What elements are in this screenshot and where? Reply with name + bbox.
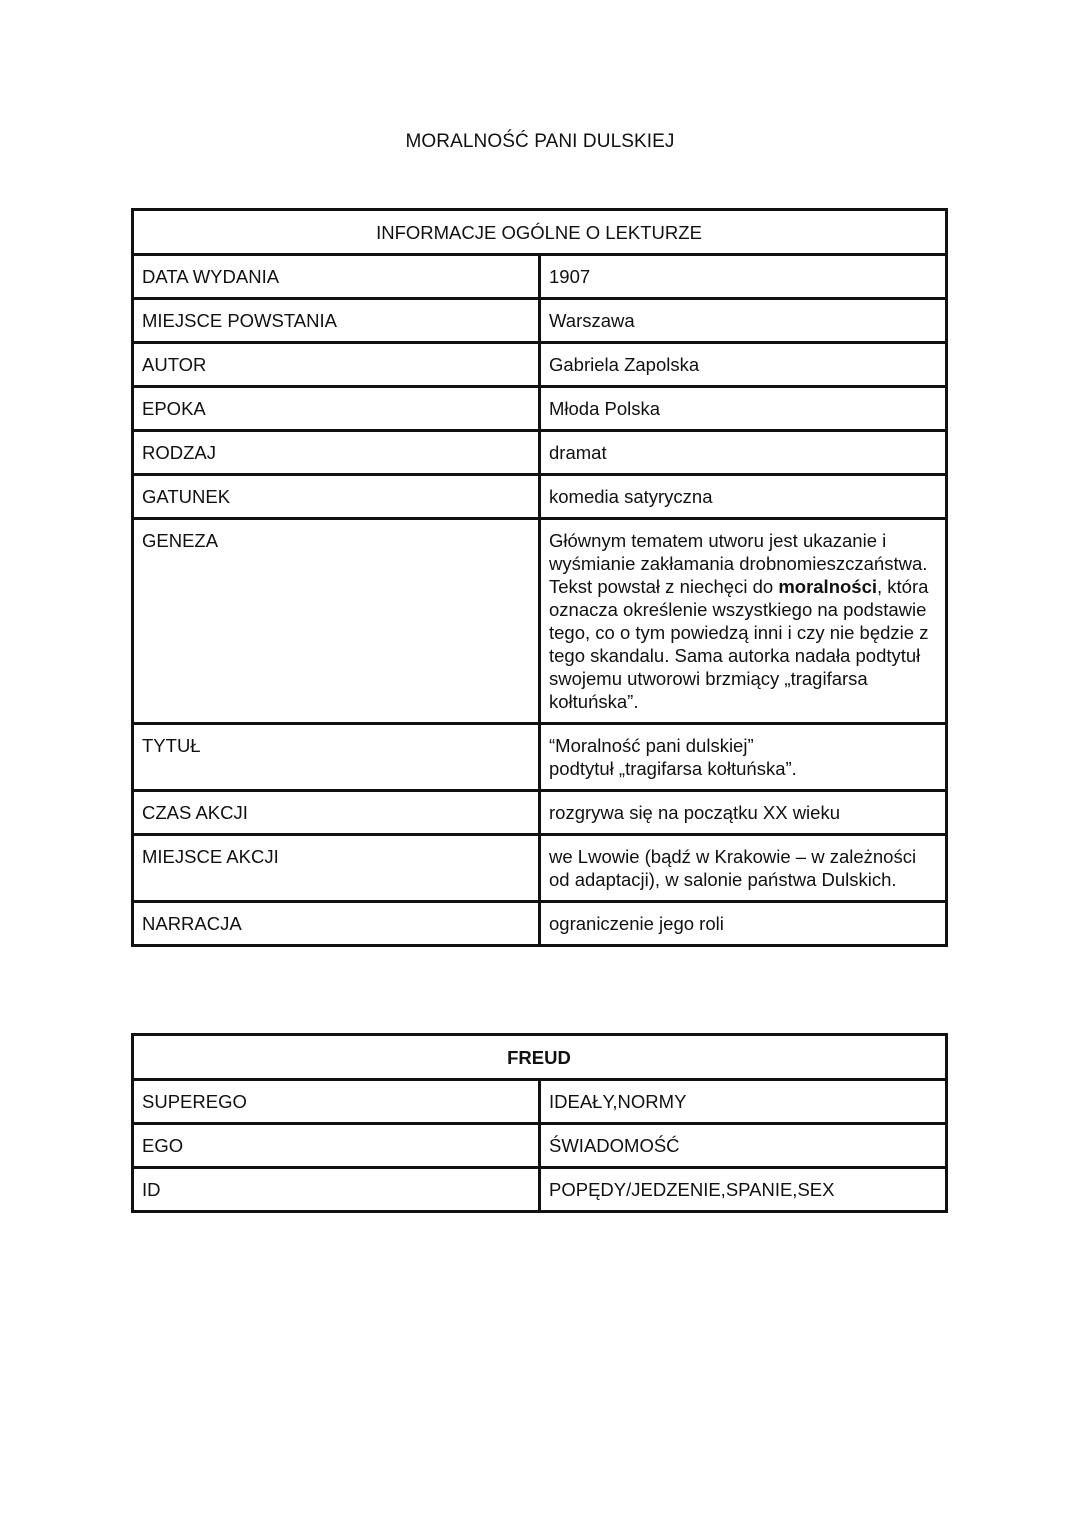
row-value-data-wydania: 1907 (540, 255, 947, 299)
row-label-ego: EGO (133, 1124, 540, 1168)
row-label-miejsce-akcji: MIEJSCE AKCJI (133, 835, 540, 902)
freud-table (131, 1033, 948, 1213)
row-label-geneza: GENEZA (133, 519, 540, 724)
row-label-rodzaj: RODZAJ (133, 431, 540, 475)
row-value-miejsce-powstania: Warszawa (540, 299, 947, 343)
table-row (133, 519, 947, 724)
row-value-geneza (540, 519, 947, 724)
row-value-gatunek: komedia satyryczna (540, 475, 947, 519)
table-row (133, 431, 947, 475)
info-table (131, 208, 948, 947)
table-row (133, 1168, 947, 1212)
document-title: MORALNOŚĆ PANI DULSKIEJ (405, 131, 675, 152)
geneza-bold-term: moralności (778, 576, 878, 597)
row-value-autor: Gabriela Zapolska (540, 343, 947, 387)
row-value-narracja: ograniczenie jego roli (540, 902, 947, 946)
table-row (133, 724, 947, 791)
tytul-line-1: “Moralność pani dulskiej” (549, 735, 754, 756)
row-value-epoka: Młoda Polska (540, 387, 947, 431)
row-label-id: ID (133, 1168, 540, 1212)
info-table-header: INFORMACJE OGÓLNE O LEKTURZE (133, 210, 947, 255)
geneza-text-end: , która oznacza określenie wszystkiego na podstawie tego, co o tym powiedzą inni i czy nie będzie z tego skandalu. Sama autorka nadała podtytuł swojemu utworowi brzmiący „tragifarsa kołtuńska”. (549, 576, 929, 712)
row-value-miejsce-akcji: we Lwowie (bądź w Krakowie – w zależności od adaptacji), w salonie państwa Dulskich. (540, 835, 947, 902)
table-row (133, 791, 947, 835)
row-value-tytul (540, 724, 947, 791)
tytul-line-2: podtytuł „tragifarsa kołtuńska”. (549, 758, 797, 779)
row-label-epoka: EPOKA (133, 387, 540, 431)
row-label-data-wydania: DATA WYDANIA (133, 255, 540, 299)
row-value-ego: ŚWIADOMOŚĆ (540, 1124, 947, 1168)
table-row (133, 387, 947, 431)
row-label-miejsce-powstania: MIEJSCE POWSTANIA (133, 299, 540, 343)
table-row (133, 343, 947, 387)
table-row (133, 835, 947, 902)
row-label-tytul: TYTUŁ (133, 724, 540, 791)
table-row (133, 1124, 947, 1168)
row-value-czas-akcji: rozgrywa się na początku XX wieku (540, 791, 947, 835)
row-label-gatunek: GATUNEK (133, 475, 540, 519)
table-row (133, 475, 947, 519)
row-label-autor: AUTOR (133, 343, 540, 387)
row-value-id: POPĘDY/JEDZENIE,SPANIE,SEX (540, 1168, 947, 1212)
info-table-header-row (133, 210, 947, 255)
row-label-czas-akcji: CZAS AKCJI (133, 791, 540, 835)
table-row (133, 1080, 947, 1124)
table-row (133, 902, 947, 946)
freud-table-header: FREUD (133, 1035, 947, 1080)
table-row (133, 299, 947, 343)
freud-table-header-row (133, 1035, 947, 1080)
row-value-rodzaj: dramat (540, 431, 947, 475)
row-value-superego: IDEAŁY,NORMY (540, 1080, 947, 1124)
row-label-narracja: NARRACJA (133, 902, 540, 946)
table-row (133, 255, 947, 299)
row-label-superego: SUPEREGO (133, 1080, 540, 1124)
geneza-text-start: Głównym tematem utworu jest ukazanie i wyśmianie zakłamania drobnomieszczaństwa. Tekst powstał z niechęci do (549, 530, 928, 597)
